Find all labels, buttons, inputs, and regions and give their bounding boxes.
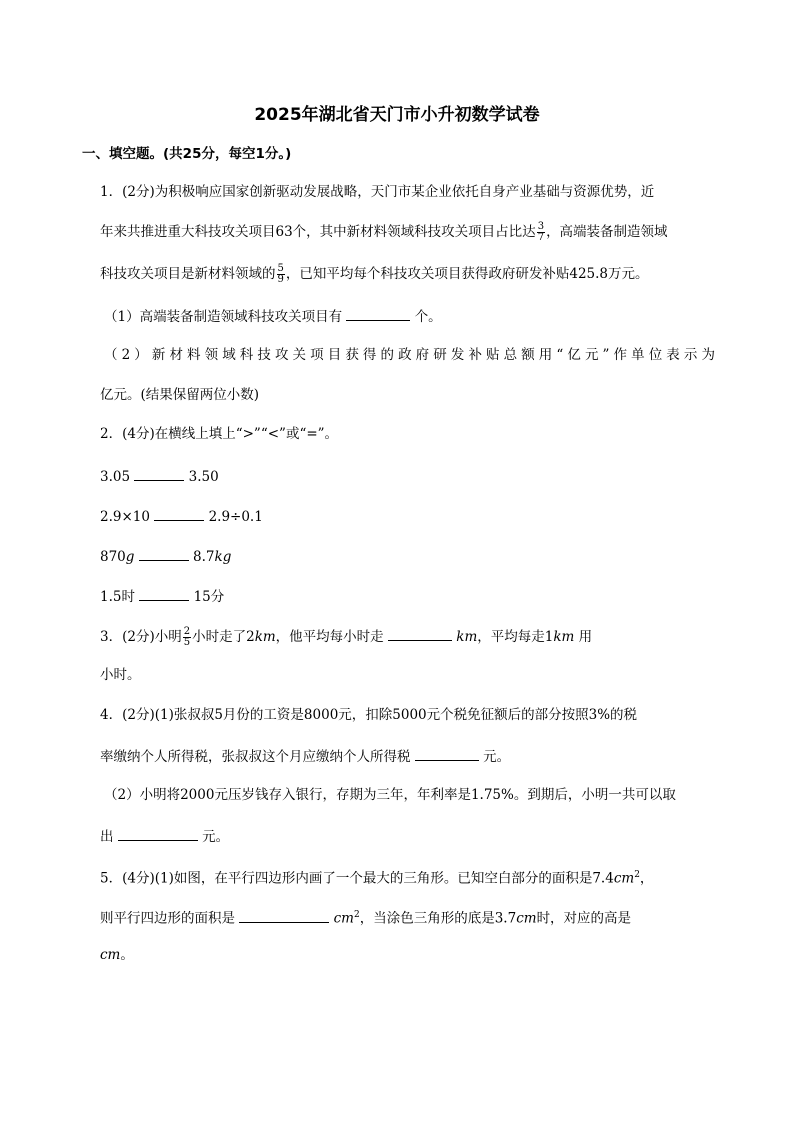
section-heading: 一、填空题。(共25分，每空1分。) xyxy=(82,146,292,162)
q3-text-c: ，他平均每小时走 xyxy=(275,629,384,645)
q1-frac2-denominator: 9 xyxy=(277,274,284,285)
q2-row4 xyxy=(100,586,715,606)
q5-line2 xyxy=(100,906,715,928)
q1-frac2-numerator: 5 xyxy=(277,263,284,274)
q3-answer-blank[interactable] xyxy=(388,626,452,641)
q3-frac-numerator: 2 xyxy=(183,626,191,637)
q4-line2 xyxy=(100,746,715,766)
q1-fraction-3-7 xyxy=(537,222,545,243)
q2-r1-right: 3.50 xyxy=(188,469,219,485)
q5-sup-a: 2 xyxy=(634,870,640,880)
q2-r3-right: 8.7 xyxy=(193,549,215,565)
q3-text-a: 3．(2分)小明 xyxy=(100,629,182,645)
q1-sub1-answer-blank[interactable] xyxy=(346,306,410,321)
q4-line4-text-b: 元。 xyxy=(202,829,230,845)
q2-row3 xyxy=(100,546,715,566)
q4-sub1-answer-blank[interactable] xyxy=(415,746,479,761)
q1-sub1-text-a: （1）高端装备制造领域科技攻关项目有 xyxy=(104,309,343,325)
q4-line1: 4．(2分)(1)张叔叔5月份的工资是8000元，扣除5000元个税免征额后的部分按照3%的税 xyxy=(100,707,638,723)
q1-line2 xyxy=(100,222,715,243)
q5-sup-b: 2 xyxy=(353,910,360,920)
q2-row1 xyxy=(100,466,715,486)
q5-line3-text-b: 。 xyxy=(120,947,134,963)
q2-r3-left: 870 xyxy=(100,549,126,565)
q5-line2-text-a: 则平行四边形的面积是 xyxy=(100,910,235,927)
q2-r3-left-unit: g xyxy=(125,549,135,565)
q1-line3-text-a: 科技攻关项目是新材料领域的 xyxy=(100,266,276,282)
q1-fraction-5-9 xyxy=(277,264,285,285)
q2-r4-answer-blank[interactable] xyxy=(139,586,189,601)
q4-line4-text-a: 出 xyxy=(100,829,114,845)
q1-frac1-denominator: 7 xyxy=(537,232,545,243)
q3-text-b: 小时走了2 xyxy=(192,629,255,645)
q3-text-d: ，平均每走1 xyxy=(477,629,554,645)
q3-text-e: 用 xyxy=(578,629,593,645)
q3-unit1: km xyxy=(254,629,276,645)
q4-line2-text-b: 元。 xyxy=(483,749,511,765)
q5-unit-cm2-b: cm xyxy=(333,910,354,927)
q2-r4-left: 1.5时 xyxy=(100,589,135,605)
q4-sub2-answer-blank[interactable] xyxy=(118,826,198,841)
q1-line2-text-a: 年来共推进重大科技攻关项目63个，其中新材料领域科技攻关项目占比达 xyxy=(100,224,536,240)
page-title: 2025年湖北省天门市小升初数学试卷 xyxy=(254,105,540,125)
q3-unit2: km xyxy=(456,629,478,645)
q5-unit-cm2-a: cm xyxy=(613,870,635,887)
q4-line2-text-a: 率缴纳个人所得税，张叔叔这个月应缴纳个人所得税 xyxy=(100,749,411,765)
q4-line3: （2）小明将2000元压岁钱存入银行，存期为三年，年利率是1.75%。到期后，小明一共可以取 xyxy=(104,787,676,803)
q2-r4-right: 15分 xyxy=(193,589,225,605)
q1-frac1-numerator: 3 xyxy=(537,221,545,232)
q5-line3 xyxy=(100,946,715,964)
q3-line2: 小时。 xyxy=(100,667,141,683)
q3-unit3: km xyxy=(553,629,575,645)
q2-r1-answer-blank[interactable] xyxy=(134,466,184,481)
q1-sub2-line1: （2）新材料领域科技攻关项目获得的政府研发补贴总额用“亿元”作单位表示为 xyxy=(104,347,715,363)
q2-r2-left: 2.9×10 xyxy=(100,509,150,525)
q3-frac-denominator: 5 xyxy=(183,637,191,648)
q5-line1-text-a: 5．(4分)(1)如图，在平行四边形内画了一个最大的三角形。已知空白部分的面积是7.4 xyxy=(100,870,614,887)
q5-line2-text-c: 时，对应的高是 xyxy=(536,910,632,927)
q1-sub1-text-b: 个。 xyxy=(414,309,442,325)
q5-unit-cm-a: cm xyxy=(516,910,537,927)
q5-line2-text-b: ，当涂色三角形的底是3.7 xyxy=(359,910,517,927)
q1-line3-text-b: ，已知平均每个科技攻关项目获得政府研发补贴425.8万元。 xyxy=(285,266,649,282)
q3-line1 xyxy=(100,626,715,648)
q5-unit-cm-b: cm xyxy=(100,947,121,963)
q1-sub2-line2: 亿元。(结果保留两位小数) xyxy=(100,387,260,403)
q5-line1-text-b: ， xyxy=(639,870,654,887)
q1-line3 xyxy=(100,264,715,285)
q5-line1 xyxy=(100,866,715,888)
q2-r3-right-unit: kg xyxy=(214,549,232,565)
q4-line4 xyxy=(100,826,715,846)
q2-r3-answer-blank[interactable] xyxy=(139,546,189,561)
q5-area-answer-blank[interactable] xyxy=(239,908,329,923)
q2-r2-right: 2.9÷0.1 xyxy=(208,509,263,525)
q1-sub1 xyxy=(104,306,719,326)
q2-r1-left: 3.05 xyxy=(100,469,131,485)
q1-line1: 1．(2分)为积极响应国家创新驱动发展战略，天门市某企业依托自身产业基础与资源优势，近 xyxy=(100,184,655,200)
q2-r2-answer-blank[interactable] xyxy=(154,506,204,521)
q2-stem: 2．(4分)在横线上填上“>”“<”或“=”。 xyxy=(100,426,339,442)
q1-line2-text-b: ，高端装备制造领域 xyxy=(546,224,668,240)
q3-fraction-2-5 xyxy=(183,627,191,648)
q2-row2 xyxy=(100,506,715,526)
